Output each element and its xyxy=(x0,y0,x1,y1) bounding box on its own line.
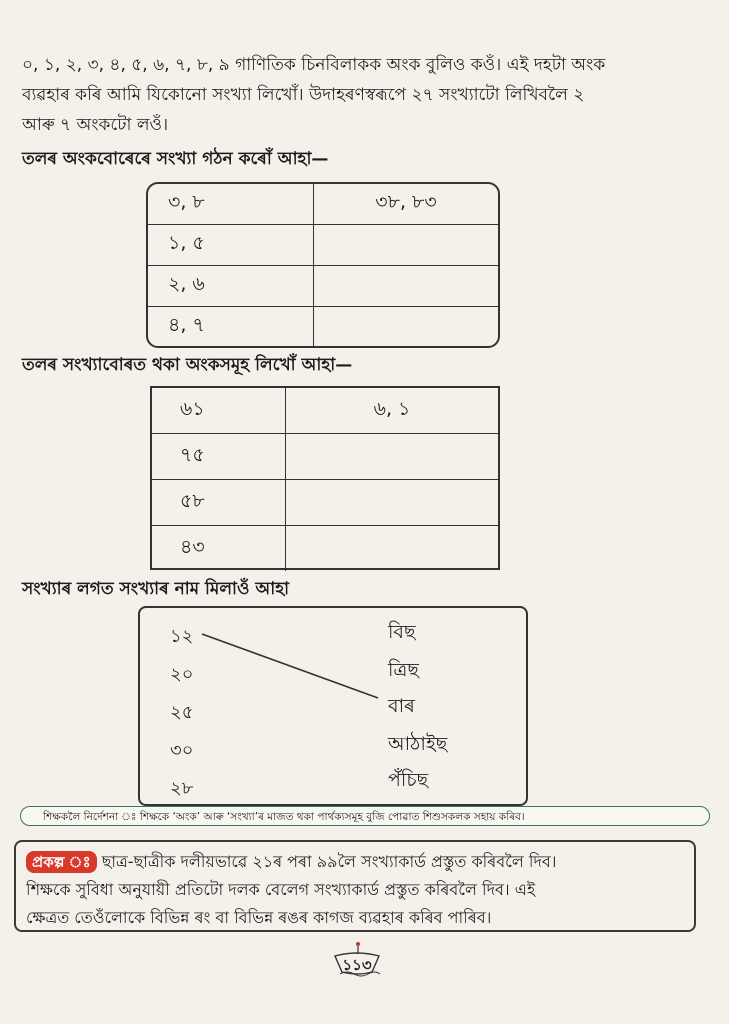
answer-cell[interactable] xyxy=(314,266,498,306)
section3-heading: সংখ্যাৰ লগত সংখ্যাৰ নাম মিলাওঁ আহা xyxy=(22,579,290,599)
match-word[interactable]: বিছ xyxy=(388,621,416,643)
table-row xyxy=(148,266,498,307)
number-cell: ৬১ xyxy=(152,388,286,433)
table-row xyxy=(148,225,498,266)
table-row xyxy=(152,480,498,526)
match-line xyxy=(202,634,378,698)
digits-cell: ২, ৬ xyxy=(148,266,314,306)
answer-cell[interactable] xyxy=(286,434,498,479)
answer-cell[interactable] xyxy=(286,526,498,571)
section2-heading: তলৰ সংখ্যাবোৰত থকা অংকসমূহ লিখোঁ আহা— xyxy=(22,355,353,375)
digits-cell: ৪, ৭ xyxy=(148,307,314,347)
project-line-1: ছাত্ৰ-ছাত্ৰীক দলীয়ভাৱে ২১ৰ পৰা ৯৯লৈ সংখ্যাকাৰ্ড প্ৰস্তুত কৰিবলৈ দিব। xyxy=(101,852,557,871)
match-number[interactable]: ২৮ xyxy=(170,778,194,799)
table-row xyxy=(148,184,498,225)
table-row xyxy=(152,388,498,434)
match-word[interactable]: পঁচিছ xyxy=(388,769,429,791)
number-cell: ৭৫ xyxy=(152,434,286,479)
intro-line-3: আৰু ৭ অংকটো লওঁ। xyxy=(22,115,169,135)
match-number[interactable]: ১২ xyxy=(170,626,194,647)
answer-cell: ৬, ১ xyxy=(373,397,411,420)
match-number[interactable]: ২০ xyxy=(170,664,194,685)
number-cell: ৫৮ xyxy=(152,480,286,525)
page-number: ১১৩ xyxy=(342,956,372,974)
form-numbers-table xyxy=(146,182,500,348)
project-box xyxy=(14,840,696,932)
project-label: প্ৰকল্প ঃ xyxy=(26,851,97,873)
intro-line-2: ব্যৱহাৰ কৰি আমি যিকোনো সংখ্যা লিখোঁ। উদাহৰণস্বৰূপে ২৭ সংখ্যাটো লিখিবলৈ ২ xyxy=(22,85,585,105)
digits-cell: ১, ৫ xyxy=(148,225,314,265)
teacher-note: শিক্ষকলৈ নিৰ্দেশনা ঃ শিক্ষকে ‘অংক’ আৰু ‘সংখ্যা’ৰ মাজত থকা পাৰ্থক্যসমূহ বুজি পোৱাত শিশুসকলক সহায় কৰিব। xyxy=(20,806,710,826)
match-word[interactable]: ত্ৰিছ xyxy=(388,659,419,681)
answer-cell: ৩৮, ৮৩ xyxy=(375,191,437,213)
project-line-2: শিক্ষকে সুবিধা অনুযায়ী প্ৰতিটো দলক বেলেগ সংখ্যাকাৰ্ড প্ৰস্তুত কৰিবলৈ দিব। এই xyxy=(26,880,536,899)
number-name-matching-box xyxy=(138,606,528,806)
number-cell: ৪৩ xyxy=(152,526,286,571)
project-line-3: ক্ষেত্ৰত তেওঁলোকে বিভিন্ন ৰং বা বিভিন্ন ৰঙৰ কাগজ ব্যৱহাৰ কৰিব পাৰিব। xyxy=(26,908,492,927)
match-word[interactable]: আঠাইছ xyxy=(388,733,448,755)
table-row xyxy=(148,307,498,347)
page-number-badge xyxy=(332,940,382,978)
answer-cell[interactable] xyxy=(286,480,498,525)
table-row xyxy=(152,526,498,571)
match-number[interactable]: ২৫ xyxy=(170,702,194,723)
answer-cell[interactable] xyxy=(314,225,498,265)
section1-heading: তলৰ অংকবোৰেৰে সংখ্যা গঠন কৰোঁ আহা— xyxy=(22,149,329,169)
digits-cell: ৩, ৮ xyxy=(148,184,314,224)
match-number[interactable]: ৩০ xyxy=(170,740,194,761)
write-digits-table xyxy=(150,386,500,570)
table-row xyxy=(152,434,498,480)
match-line-layer xyxy=(140,608,526,804)
intro-paragraph xyxy=(22,50,692,140)
answer-cell[interactable] xyxy=(314,307,498,347)
match-word[interactable]: বাৰ xyxy=(388,695,415,717)
intro-line-1: ০, ১, ২, ৩, ৪, ৫, ৬, ৭, ৮, ৯ গাণিতিক চিনবিলাকক অংক বুলিও কওঁ। এই দহটা অংক xyxy=(22,55,606,75)
